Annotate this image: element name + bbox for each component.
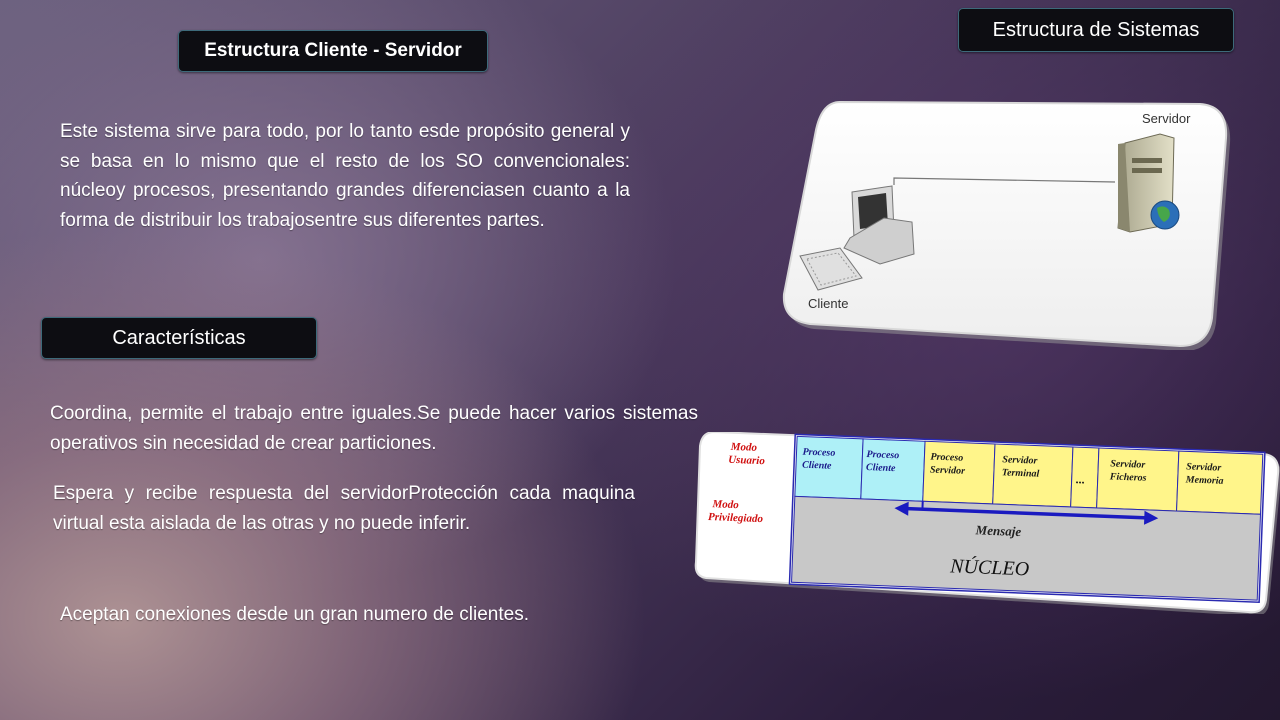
message-label: Mensaje bbox=[975, 522, 1022, 540]
svg-text:...: ... bbox=[1075, 472, 1085, 487]
svg-text:Proceso: Proceso bbox=[930, 451, 964, 464]
estructura-de-sistemas-title: Estructura de Sistemas bbox=[958, 8, 1234, 52]
client-label: Cliente bbox=[808, 296, 849, 311]
modes-diagram bbox=[694, 432, 1280, 614]
caracteristicas-title: Características bbox=[41, 317, 317, 359]
kernel-label: NÚCLEO bbox=[949, 555, 1030, 581]
intro-paragraph: Este sistema sirve para todo, por lo tanto esde propósito general y se basa en lo mismo que el resto de los SO convencionales: núcleoy procesos, presentando grandes diferenciasen cuanto a la forma de distribuir los trabajosentre sus diferentes partes. bbox=[60, 121, 630, 231]
svg-text:Proceso: Proceso bbox=[866, 449, 900, 462]
aceptan-paragraph: Aceptan conexiones desde un gran numero de clientes. bbox=[60, 604, 529, 625]
svg-text:Servidor: Servidor bbox=[1002, 454, 1038, 467]
svg-text:Memoria: Memoria bbox=[1185, 474, 1224, 487]
client-server-diagram bbox=[780, 98, 1232, 350]
svg-text:Terminal: Terminal bbox=[1001, 467, 1040, 480]
modo-usuario-line2: Usuario bbox=[727, 453, 766, 468]
svg-text:Servidor: Servidor bbox=[929, 464, 966, 477]
svg-text:Cliente: Cliente bbox=[865, 462, 896, 475]
svg-text:Servidor: Servidor bbox=[1110, 458, 1146, 471]
svg-text:Cliente: Cliente bbox=[801, 459, 832, 472]
espera-paragraph: Espera y recibe respuesta del servidorProtección cada maquina virtual esta aislada de las otras y no puede inferir. bbox=[53, 483, 635, 534]
modo-privilegiado-line1: Modo bbox=[712, 498, 739, 512]
modo-privilegiado-line2: Privilegiado bbox=[707, 511, 764, 526]
svg-text:Servidor: Servidor bbox=[1186, 461, 1222, 474]
server-label: Servidor bbox=[1142, 111, 1191, 126]
modo-usuario-line1: Modo bbox=[730, 440, 758, 454]
coordina-paragraph: Coordina, permite el trabajo entre iguales.Se puede hacer varios sistemas operativos sin necesidad de crear particiones. bbox=[50, 403, 698, 454]
server-icon bbox=[1118, 134, 1179, 232]
svg-text:Ficheros: Ficheros bbox=[1109, 471, 1147, 484]
estructura-cliente-servidor-title: Estructura Cliente - Servidor bbox=[178, 30, 488, 72]
svg-text:Proceso: Proceso bbox=[802, 446, 836, 459]
